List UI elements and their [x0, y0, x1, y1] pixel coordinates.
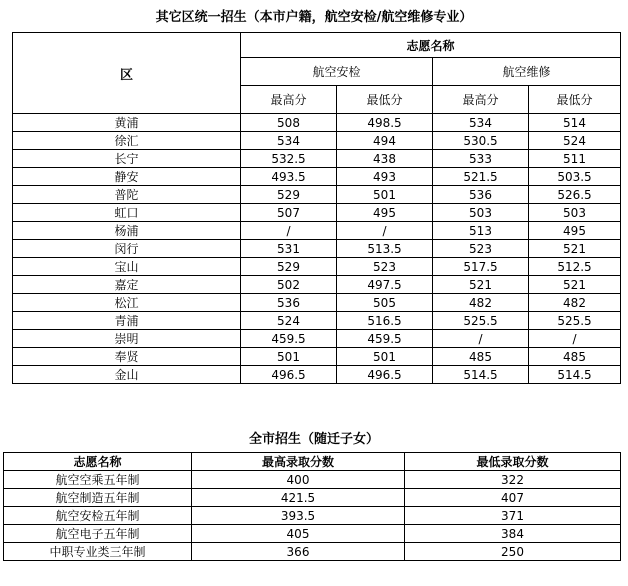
score-cell: /	[337, 222, 433, 240]
score-cell: 514.5	[529, 366, 621, 384]
subheader-min: 最低分	[337, 86, 433, 114]
score-cell: /	[529, 330, 621, 348]
min-score-cell: 250	[405, 543, 621, 561]
score-cell: 498.5	[337, 114, 433, 132]
score-cell: 536	[433, 186, 529, 204]
max-score-cell: 400	[192, 471, 405, 489]
district-cell: 静安	[13, 168, 241, 186]
score-cell: 521	[433, 276, 529, 294]
score-cell: 512.5	[529, 258, 621, 276]
table-row	[13, 240, 621, 258]
score-cell: 524	[529, 132, 621, 150]
score-cell: 507	[241, 204, 337, 222]
header-program: 志愿名称	[4, 453, 192, 471]
score-cell: 511	[529, 150, 621, 168]
score-cell: 438	[337, 150, 433, 168]
district-cell: 闵行	[13, 240, 241, 258]
program-cell: 航空电子五年制	[4, 525, 192, 543]
score-cell: 523	[337, 258, 433, 276]
district-cell: 宝山	[13, 258, 241, 276]
score-cell: 517.5	[433, 258, 529, 276]
score-cell: 494	[337, 132, 433, 150]
district-cell: 长宁	[13, 150, 241, 168]
district-cell: 崇明	[13, 330, 241, 348]
score-cell: 482	[529, 294, 621, 312]
table-row	[13, 348, 621, 366]
score-cell: 523	[433, 240, 529, 258]
score-cell: 459.5	[241, 330, 337, 348]
score-cell: 501	[241, 348, 337, 366]
district-cell: 松江	[13, 294, 241, 312]
score-cell: 524	[241, 312, 337, 330]
district-score-table	[12, 32, 621, 384]
score-cell: 533	[433, 150, 529, 168]
min-score-cell: 407	[405, 489, 621, 507]
score-cell: 495	[337, 204, 433, 222]
district-cell: 虹口	[13, 204, 241, 222]
score-cell: 529	[241, 186, 337, 204]
score-cell: 501	[337, 186, 433, 204]
district-cell: 嘉定	[13, 276, 241, 294]
score-cell: 508	[241, 114, 337, 132]
score-cell: 534	[433, 114, 529, 132]
program-cell: 航空制造五年制	[4, 489, 192, 507]
table-row	[13, 312, 621, 330]
table-row	[4, 507, 621, 525]
header-min-score: 最低录取分数	[405, 453, 621, 471]
score-cell: 529	[241, 258, 337, 276]
header-group: 志愿名称	[241, 33, 621, 58]
table-row	[13, 168, 621, 186]
score-cell: /	[433, 330, 529, 348]
score-cell: 534	[241, 132, 337, 150]
score-cell: 485	[433, 348, 529, 366]
header-max-score: 最高录取分数	[192, 453, 405, 471]
score-cell: 526.5	[529, 186, 621, 204]
table-row	[4, 489, 621, 507]
table2-title: 全市招生（随迁子女）	[248, 432, 379, 447]
table-row	[13, 330, 621, 348]
header-district: 区	[13, 33, 241, 114]
score-cell: 503	[529, 204, 621, 222]
district-cell: 金山	[13, 366, 241, 384]
max-score-cell: 421.5	[192, 489, 405, 507]
score-cell: 525.5	[433, 312, 529, 330]
score-cell: 501	[337, 348, 433, 366]
score-cell: 459.5	[337, 330, 433, 348]
table-row	[13, 204, 621, 222]
table-row	[13, 114, 621, 132]
score-cell: 530.5	[433, 132, 529, 150]
max-score-cell: 366	[192, 543, 405, 561]
subheader-max: 最高分	[433, 86, 529, 114]
score-cell: 513	[433, 222, 529, 240]
table-row	[4, 471, 621, 489]
program-cell: 航空空乘五年制	[4, 471, 192, 489]
score-cell: 482	[433, 294, 529, 312]
max-score-cell: 393.5	[192, 507, 405, 525]
table-row	[13, 186, 621, 204]
program-cell: 航空安检五年制	[4, 507, 192, 525]
table-row	[13, 150, 621, 168]
table-row	[13, 294, 621, 312]
score-cell: 532.5	[241, 150, 337, 168]
score-cell: 514	[529, 114, 621, 132]
score-cell: 536	[241, 294, 337, 312]
district-cell: 黄浦	[13, 114, 241, 132]
district-cell: 青浦	[13, 312, 241, 330]
district-cell: 杨浦	[13, 222, 241, 240]
score-cell: 497.5	[337, 276, 433, 294]
score-cell: 521	[529, 276, 621, 294]
min-score-cell: 322	[405, 471, 621, 489]
district-cell: 奉贤	[13, 348, 241, 366]
score-cell: 521.5	[433, 168, 529, 186]
table-row	[13, 132, 621, 150]
score-cell: 513.5	[337, 240, 433, 258]
score-cell: 493.5	[241, 168, 337, 186]
min-score-cell: 371	[405, 507, 621, 525]
min-score-cell: 384	[405, 525, 621, 543]
score-cell: 514.5	[433, 366, 529, 384]
score-cell: 496.5	[241, 366, 337, 384]
header-major-maintenance: 航空维修	[433, 58, 621, 86]
table-row	[4, 525, 621, 543]
max-score-cell: 405	[192, 525, 405, 543]
score-cell: 505	[337, 294, 433, 312]
table1-title: 其它区统一招生（本市户籍，航空安检/航空维修专业）	[155, 10, 473, 25]
score-cell: 495	[529, 222, 621, 240]
score-cell: 521	[529, 240, 621, 258]
header-major-security: 航空安检	[241, 58, 433, 86]
score-cell: 496.5	[337, 366, 433, 384]
score-cell: 516.5	[337, 312, 433, 330]
score-cell: 503	[433, 204, 529, 222]
table-row	[13, 222, 621, 240]
score-cell: 493	[337, 168, 433, 186]
table-row	[4, 543, 621, 561]
table-row	[13, 258, 621, 276]
district-cell: 徐汇	[13, 132, 241, 150]
table-row	[13, 276, 621, 294]
score-cell: 503.5	[529, 168, 621, 186]
score-cell: 525.5	[529, 312, 621, 330]
score-cell: 531	[241, 240, 337, 258]
subheader-max: 最高分	[241, 86, 337, 114]
program-cell: 中职专业类三年制	[4, 543, 192, 561]
score-cell: 502	[241, 276, 337, 294]
district-cell: 普陀	[13, 186, 241, 204]
citywide-score-table	[3, 452, 621, 561]
score-cell: 485	[529, 348, 621, 366]
subheader-min: 最低分	[529, 86, 621, 114]
score-cell: /	[241, 222, 337, 240]
table-row	[13, 366, 621, 384]
